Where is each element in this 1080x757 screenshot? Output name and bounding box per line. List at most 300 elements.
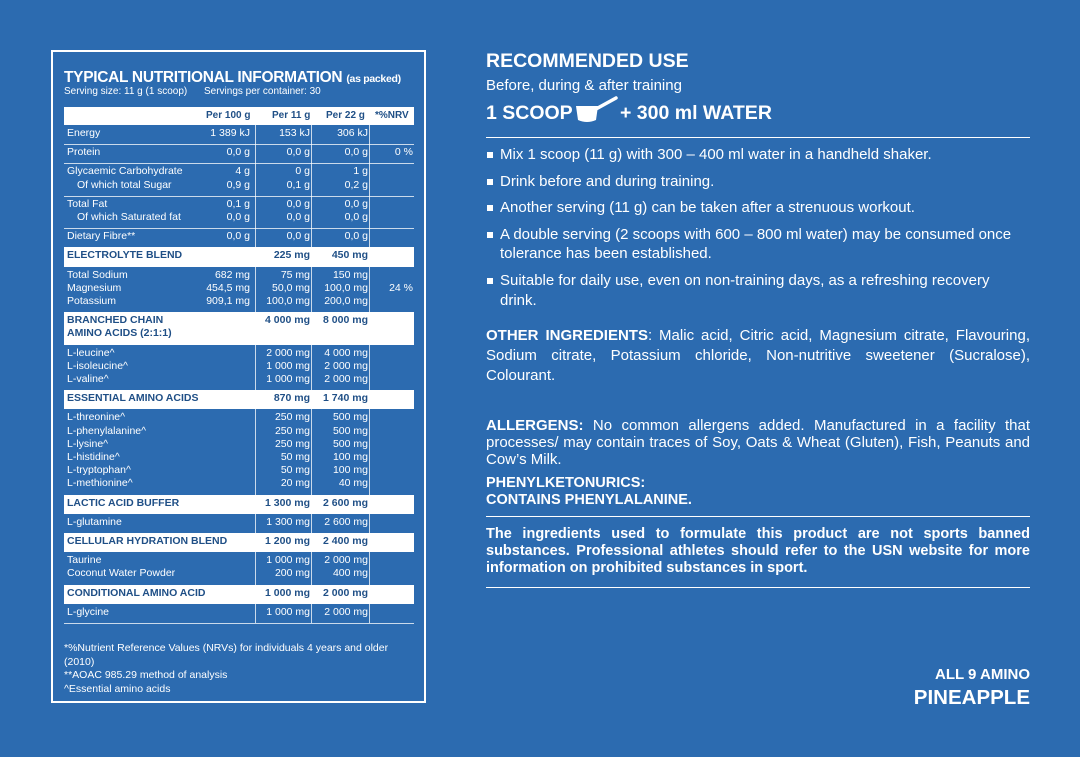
product-flavour: PINEAPPLE (913, 686, 1030, 709)
col-v22 (324, 554, 368, 580)
cell-value: 2 000 mg (324, 373, 368, 385)
header-per-11g: Per 11 g (272, 110, 311, 121)
cell-value: 454,5 mg (206, 281, 250, 294)
col-nrv (410, 230, 413, 243)
col-v100 (247, 535, 250, 548)
cell-value: 20 mg (280, 477, 310, 490)
divider (486, 516, 1030, 517)
col-nrv (395, 146, 413, 159)
cell-value: 50 mg (280, 464, 310, 477)
col-v22 (324, 516, 368, 529)
cell-value: 250 mg (274, 411, 310, 424)
cell-value: 40 mg (338, 477, 368, 490)
cell-value: 1 000 mg (266, 373, 310, 385)
cell-value: 0,0 g (286, 197, 310, 210)
cell-value: 1 389 kJ (210, 127, 250, 139)
cell-value (410, 314, 413, 327)
column-divider (255, 267, 256, 313)
cell-value (410, 230, 413, 243)
table-row (64, 345, 414, 392)
column-divider (311, 604, 312, 623)
row-label-line: L-glycine (67, 605, 110, 618)
col-nrv (410, 497, 413, 510)
row-label-line: L-phenylalanine^ (67, 424, 147, 437)
cell-value: 2 000 mg (324, 554, 368, 567)
cell-value: 0,0 g (286, 146, 310, 159)
col-v11 (266, 269, 310, 309)
col-v22 (323, 587, 368, 600)
col-v100 (210, 127, 250, 140)
row-label-line: Dietary Fibre** (67, 230, 136, 243)
cell-value (410, 567, 413, 580)
col-v11 (287, 165, 310, 191)
cell-value: 8 000 mg (323, 314, 368, 327)
row-label-line: CELLULAR HYDRATION BLEND (67, 535, 228, 547)
column-divider (311, 514, 312, 533)
cell-value: 500 mg (332, 424, 368, 437)
other-ingredients-label: OTHER INGREDIENTS (486, 327, 648, 344)
column-divider (311, 409, 312, 494)
col-v11 (266, 554, 310, 580)
cell-value: 0,0 g (226, 146, 250, 159)
col-v100 (247, 411, 250, 490)
row-label (67, 535, 227, 548)
cell-value: 250 mg (274, 424, 310, 437)
divider (486, 587, 1030, 588)
table-section-header (64, 390, 414, 409)
col-v100 (227, 146, 250, 159)
row-label-line: L-lysine^ (67, 437, 109, 450)
column-divider (311, 552, 312, 584)
row-label-line: Of which Saturated fat (77, 211, 181, 223)
cell-value: 250 mg (274, 437, 310, 450)
col-v22 (323, 392, 368, 405)
cell-value: 0,2 g (344, 178, 368, 191)
cell-value: 400 mg (332, 567, 368, 580)
column-divider (255, 345, 256, 391)
col-v22 (345, 230, 368, 243)
column-divider (369, 409, 370, 494)
row-label-line: ESSENTIAL AMINO ACIDS (67, 392, 199, 405)
col-v100 (206, 269, 250, 309)
cell-value: 0 % (394, 146, 413, 159)
cell-value: 0 g (295, 165, 310, 178)
cell-value: 2 000 mg (323, 586, 368, 599)
col-v22 (324, 347, 368, 387)
cell-value: 870 mg (273, 392, 310, 405)
header-per-100g: Per 100 g (206, 110, 251, 121)
col-v22 (323, 535, 368, 548)
cell-value (410, 127, 413, 140)
col-v100 (247, 249, 250, 262)
cell-value (410, 327, 413, 340)
product-line: ALL 9 AMINO (934, 666, 1030, 683)
row-label-line: Coconut Water Powder (67, 567, 176, 580)
col-v22 (345, 146, 368, 159)
cell-value: 1 300 mg (266, 515, 310, 528)
col-nrv (410, 554, 413, 580)
col-v11 (287, 146, 310, 159)
cell-value: 1 200 mg (265, 535, 310, 547)
row-label-line: L-methionine^ (67, 477, 133, 490)
cell-value (410, 249, 413, 262)
cell-value: 225 mg (273, 249, 310, 262)
cell-value (247, 392, 250, 405)
col-v100 (247, 392, 250, 405)
row-label-line: Energy (67, 127, 101, 139)
col-v11 (266, 516, 310, 529)
row-label (67, 249, 182, 262)
row-label (67, 497, 179, 510)
cell-value: 1 740 mg (323, 392, 368, 405)
other-ingredients-text: : Malic acid, Citric acid, Magnesium citrate, Flavouring, Sodium citrate, Potassium chloride, Non-nutritive sweetener (Sucralose), Colourant. (486, 327, 1030, 384)
row-label-line: Total Fat (67, 197, 108, 210)
col-v22 (332, 249, 368, 262)
row-label-line: L-tryptophan^ (67, 464, 131, 477)
cell-value (410, 347, 413, 360)
footnotes (64, 642, 416, 696)
cell-value (247, 554, 250, 567)
column-divider (369, 163, 370, 195)
pku-warning (486, 475, 1030, 509)
column-divider (255, 228, 256, 247)
cell-value (410, 360, 413, 373)
cell-value: 1 000 mg (266, 605, 310, 618)
scoop-label: 1 SCOOP (486, 102, 573, 124)
column-divider (369, 144, 370, 163)
col-v11 (279, 127, 310, 140)
cell-value: 4 000 mg (324, 346, 368, 359)
col-v11 (274, 392, 310, 405)
row-label (67, 392, 198, 405)
row-label (67, 314, 172, 340)
col-v100 (247, 587, 250, 600)
col-v11 (266, 606, 310, 619)
cell-value (410, 451, 413, 464)
cell-value: 682 mg (214, 268, 250, 281)
col-v11 (287, 198, 310, 224)
row-label-line: LACTIC ACID BUFFER (67, 496, 180, 509)
cell-value: 0,9 g (226, 178, 250, 191)
cell-value: 2 000 mg (266, 346, 310, 359)
cell-value (247, 373, 250, 386)
col-v100 (247, 606, 250, 619)
col-nrv (410, 392, 413, 405)
row-label-line: L-isoleucine^ (67, 359, 128, 372)
cell-value: 0,0 g (286, 230, 310, 243)
cell-value: 2 000 mg (324, 605, 368, 618)
column-divider (311, 125, 312, 144)
table-section-header (64, 585, 414, 604)
col-v11 (287, 230, 310, 243)
table-section-header (64, 312, 414, 344)
footnote: ^Essential amino acids (64, 682, 171, 695)
cell-value (247, 516, 250, 529)
column-divider (255, 144, 256, 163)
col-v11 (265, 314, 310, 340)
col-v100 (247, 497, 250, 510)
col-v22 (324, 269, 368, 309)
row-label (67, 269, 128, 309)
cell-value: 0,0 g (344, 197, 368, 210)
cell-value: 1 300 mg (265, 496, 310, 509)
cell-value (247, 411, 250, 424)
footnote: **AOAC 985.29 method of analysis (64, 669, 228, 681)
cell-value: 0,0 g (226, 230, 250, 243)
row-label-line: Of which total Sugar (77, 178, 172, 191)
cell-value: 50,0 mg (272, 281, 310, 294)
cell-value: 0,1 g (286, 178, 310, 191)
cell-value: 1 g (353, 165, 368, 178)
row-label-line: L-valine^ (67, 373, 109, 385)
row-label-line: AMINO ACIDS (2:1:1) (67, 327, 172, 340)
cell-value (410, 477, 413, 490)
table-row (64, 144, 414, 164)
list-item: Another serving (11 g) can be taken after a strenuous workout. (486, 198, 1030, 218)
other-ingredients (486, 326, 1030, 386)
row-label-line: L-threonine^ (67, 411, 126, 424)
row-label-line: L-glutamine (67, 515, 122, 528)
list-item: Suitable for daily use, even on non-training days, as a refreshing recovery drink. (486, 271, 1030, 310)
cell-value (410, 392, 413, 405)
cell-value (410, 587, 413, 600)
col-v100 (227, 165, 250, 191)
cell-value: 2 600 mg (324, 515, 368, 528)
row-label-line: Protein (67, 146, 101, 159)
column-divider (311, 163, 312, 195)
row-label (67, 606, 109, 619)
column-divider (255, 125, 256, 144)
list-item: Mix 1 scoop (11 g) with 300 – 400 ml water in a handheld shaker. (486, 145, 1030, 165)
table-row (64, 228, 414, 248)
cell-value (247, 347, 250, 360)
disclaimer: The ingredients used to formulate this product are not sports banned substances. Professional athletes should refer to the USN website for more information on prohibited substances in sport. (486, 526, 1030, 576)
row-label-line: Magnesium (67, 281, 122, 294)
row-label-line: CONDITIONAL AMINO ACID (67, 586, 206, 599)
cell-value: 200,0 mg (324, 295, 368, 307)
table-row (64, 125, 414, 145)
cell-value: 4 000 mg (265, 314, 310, 327)
col-v22 (324, 606, 368, 619)
col-v22 (333, 411, 368, 490)
col-v11 (274, 249, 310, 262)
cell-value: 1 000 mg (266, 359, 310, 372)
cell-value (410, 425, 413, 438)
cell-value (247, 327, 250, 340)
col-nrv (410, 411, 413, 490)
cell-value (247, 314, 250, 327)
cell-value: 0,0 g (226, 211, 250, 223)
cell-value (410, 211, 413, 224)
col-nrv (410, 535, 413, 548)
col-v100 (247, 554, 250, 580)
row-label (67, 587, 205, 600)
cell-value (247, 535, 250, 548)
allergens-label: ALLERGENS: (486, 417, 584, 434)
cell-value: 24 % (389, 281, 413, 294)
cell-value (410, 606, 413, 619)
serving-size: Serving size: 11 g (1 scoop) (64, 86, 188, 97)
col-v100 (227, 230, 250, 243)
row-label-line: Glycaemic Carbohydrate (67, 165, 183, 178)
table-row (64, 267, 414, 314)
nutrition-panel (51, 50, 426, 703)
cell-value (389, 269, 413, 282)
col-nrv (410, 249, 413, 262)
cell-value (247, 425, 250, 438)
col-v100 (227, 198, 250, 224)
column-divider (369, 228, 370, 247)
cell-value: 306 kJ (337, 127, 368, 139)
col-v11 (266, 347, 310, 387)
divider (486, 137, 1030, 138)
cell-value (247, 249, 250, 262)
cell-value (410, 464, 413, 477)
col-nrv (410, 347, 413, 387)
col-v11 (265, 535, 310, 548)
col-v22 (345, 198, 368, 224)
cell-value (410, 198, 413, 211)
cell-value: 0,0 g (344, 146, 368, 159)
row-label (67, 127, 100, 140)
row-label-line: L-leucine^ (67, 346, 115, 359)
pku-line2: CONTAINS PHENYLALANINE. (486, 492, 692, 508)
cell-value: 500 mg (332, 411, 368, 424)
column-divider (369, 196, 370, 228)
row-label-line: ELECTROLYTE BLEND (67, 249, 183, 262)
cell-value: 450 mg (331, 249, 368, 262)
cell-value: 150 mg (332, 268, 368, 281)
allergens (486, 417, 1030, 468)
table-row (64, 552, 414, 585)
cell-value: 0,1 g (226, 197, 250, 210)
header-per-22g: Per 22 g (326, 110, 365, 121)
water-label: + 300 ml WATER (620, 102, 772, 124)
col-v22 (337, 127, 368, 140)
column-divider (311, 144, 312, 163)
cell-value: 200 mg (274, 567, 310, 580)
cell-value: 100,0 mg (324, 281, 368, 294)
recommended-use-heading: RECOMMENDED USE (486, 50, 689, 72)
row-label (67, 411, 146, 490)
row-label (67, 146, 100, 159)
cell-value (410, 516, 413, 529)
table-row (64, 163, 414, 196)
cell-value: 50 mg (280, 451, 310, 463)
scoop-icon (574, 96, 618, 126)
cell-value: 0,0 g (286, 211, 310, 223)
row-label-line: L-histidine^ (67, 451, 120, 463)
col-nrv (410, 606, 413, 619)
row-label-line: Total Sodium (67, 268, 128, 281)
row-label (67, 554, 175, 580)
col-nrv (410, 165, 413, 191)
table-row (64, 409, 414, 495)
col-v100 (247, 516, 250, 529)
cell-value: 1 000 mg (265, 586, 310, 599)
col-v22 (345, 165, 368, 191)
column-divider (369, 345, 370, 391)
column-divider (369, 267, 370, 313)
cell-value: 500 mg (332, 437, 368, 450)
column-divider (311, 345, 312, 391)
cell-value (247, 606, 250, 619)
cell-value (410, 165, 413, 178)
column-divider (311, 267, 312, 313)
col-v22 (323, 497, 368, 510)
cell-value: 100 mg (332, 464, 368, 477)
cell-value (389, 295, 413, 308)
cell-value: 100 mg (332, 451, 368, 463)
cell-value: 2 000 mg (324, 359, 368, 372)
table-section-header (64, 533, 414, 552)
row-label-line: Taurine (67, 554, 102, 567)
col-v100 (247, 347, 250, 387)
list-item: Drink before and during training. (486, 172, 1030, 192)
cell-value: 2 600 mg (323, 496, 368, 509)
cell-value (410, 438, 413, 451)
serving-info (64, 86, 321, 97)
col-v11 (265, 587, 310, 600)
column-divider (255, 514, 256, 533)
column-divider (255, 196, 256, 228)
cell-value: 0,0 g (344, 230, 368, 243)
cell-value: 909,1 mg (206, 295, 250, 307)
recommended-use-subheading: Before, during & after training (486, 77, 682, 94)
cell-value (247, 464, 250, 477)
row-label (67, 198, 181, 224)
column-divider (369, 604, 370, 623)
col-nrv (389, 269, 413, 309)
col-nrv (410, 127, 413, 140)
cell-value (410, 411, 413, 424)
col-nrv (410, 587, 413, 600)
col-v22 (323, 314, 368, 340)
table-title: TYPICAL NUTRITIONAL INFORMATION (as packed) (64, 69, 401, 86)
usage-bullets (486, 145, 1030, 317)
column-divider (311, 196, 312, 228)
servings-per-container: Servings per container: 30 (204, 86, 321, 97)
column-divider (369, 514, 370, 533)
cell-value (247, 497, 250, 510)
cell-value (247, 587, 250, 600)
col-v11 (265, 497, 310, 510)
cell-value: 153 kJ (279, 127, 310, 139)
cell-value: 75 mg (280, 268, 310, 281)
cell-value (410, 535, 413, 548)
table-row (64, 196, 414, 229)
cell-value (265, 327, 310, 340)
col-v11 (275, 411, 310, 490)
cell-value (323, 327, 368, 340)
column-divider (255, 163, 256, 195)
row-label-line: BRANCHED CHAIN (67, 314, 164, 327)
table-row (64, 604, 414, 624)
header-nrv: *%NRV (375, 110, 409, 121)
row-label (67, 347, 128, 387)
cell-value: 1 000 mg (266, 554, 310, 567)
cell-value (247, 451, 250, 464)
list-item: A double serving (2 scoops with 600 – 800 ml water) may be consumed once tolerance has been established. (486, 225, 1030, 264)
dosage-line (486, 102, 1030, 132)
footnote: (2010) (64, 655, 95, 668)
row-label-line: Potassium (67, 295, 117, 307)
cell-value (247, 360, 250, 373)
footnote: *%Nutrient Reference Values (NRVs) for individuals 4 years and older (64, 642, 389, 654)
column-divider (369, 552, 370, 584)
pku-line1: PHENYLKETONURICS: (486, 475, 646, 491)
cell-value: 0,0 g (344, 211, 368, 223)
